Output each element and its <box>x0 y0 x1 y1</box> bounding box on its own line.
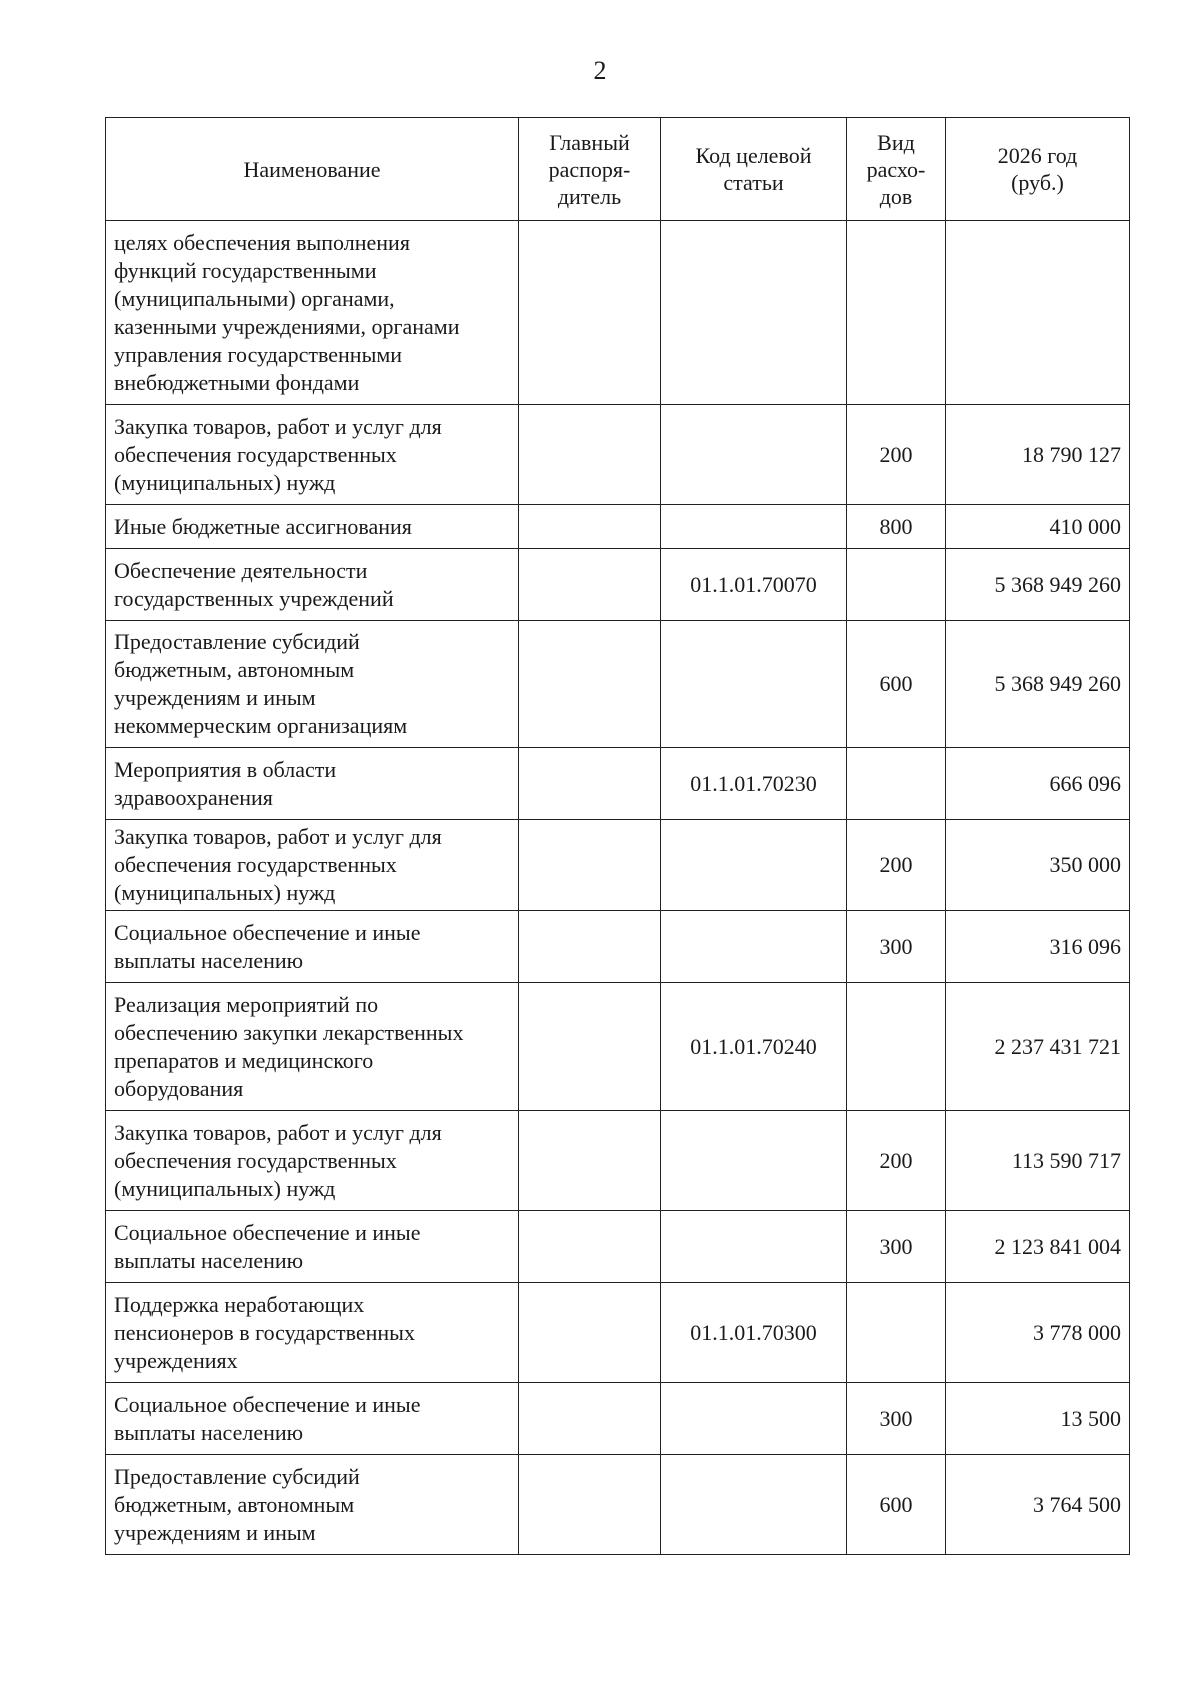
cell-target-code <box>661 1211 847 1283</box>
cell-main-manager <box>519 748 661 820</box>
cell-target-code: 01.1.01.70230 <box>661 748 847 820</box>
cell-main-manager <box>519 1455 661 1555</box>
cell-target-code <box>661 505 847 549</box>
cell-name <box>106 820 519 911</box>
cell-name-line: (муниципальными) органами, <box>114 285 395 311</box>
cell-target-code <box>661 911 847 983</box>
cell-amount: 113 590 717 <box>946 1111 1130 1211</box>
cell-name-line: некоммерческим организациям <box>114 713 408 738</box>
header-line: дитель <box>557 183 622 209</box>
cell-expense-type: 300 <box>847 1211 946 1283</box>
cell-name <box>106 1283 519 1383</box>
cell-main-manager <box>519 983 661 1111</box>
cell-amount: 5 368 949 260 <box>946 621 1130 748</box>
header-line: Код целевой <box>695 143 812 168</box>
cell-name <box>106 405 519 505</box>
table-row <box>106 1383 1130 1455</box>
cell-target-code <box>661 1111 847 1211</box>
cell-name-line: пенсионеров в государственных <box>114 1319 415 1345</box>
cell-amount <box>946 221 1130 405</box>
cell-expense-type <box>847 549 946 621</box>
cell-name-line: оборудования <box>114 1075 244 1101</box>
header-amount-2026 <box>946 118 1130 221</box>
cell-amount: 316 096 <box>946 911 1130 983</box>
table-row <box>106 405 1130 505</box>
cell-name-line: бюджетным, автономным <box>114 657 355 682</box>
budget-table <box>105 117 1130 1555</box>
cell-name-line: Обеспечение деятельности <box>114 557 368 583</box>
table-row <box>106 748 1130 820</box>
cell-name-line: (муниципальных) нужд <box>114 469 336 495</box>
cell-name-line: Предоставление субсидий <box>114 1463 360 1489</box>
header-main-manager <box>519 118 661 221</box>
cell-name-line: обеспечения государственных <box>114 852 397 877</box>
header-line: дов <box>879 183 913 209</box>
cell-amount: 666 096 <box>946 748 1130 820</box>
table-row <box>106 549 1130 621</box>
cell-target-code <box>661 221 847 405</box>
cell-amount: 3 764 500 <box>946 1455 1130 1555</box>
cell-amount: 2 237 431 721 <box>946 983 1130 1111</box>
cell-name-line: государственных учреждений <box>114 585 394 611</box>
header-line: расхо- <box>866 156 926 182</box>
table-header-row <box>106 118 1130 221</box>
header-line: 2026 год <box>997 143 1078 168</box>
table-row <box>106 1283 1130 1383</box>
cell-expense-type: 200 <box>847 1111 946 1211</box>
cell-name-line: учреждениям и иным <box>114 1519 316 1545</box>
cell-name-line: учреждениях <box>114 1347 238 1373</box>
table-row <box>106 221 1130 405</box>
cell-target-code: 01.1.01.70240 <box>661 983 847 1111</box>
page-number: 2 <box>593 56 607 85</box>
cell-target-code <box>661 1383 847 1455</box>
cell-target-code <box>661 621 847 748</box>
cell-amount: 350 000 <box>946 820 1130 911</box>
cell-name <box>106 1111 519 1211</box>
header-line: статьи <box>723 170 784 195</box>
cell-target-code: 01.1.01.70070 <box>661 549 847 621</box>
cell-name-line: выплаты населению <box>114 947 304 973</box>
cell-name <box>106 221 519 405</box>
cell-main-manager <box>519 405 661 505</box>
cell-amount: 13 500 <box>946 1383 1130 1455</box>
table-row <box>106 983 1130 1111</box>
header-line: (руб.) <box>1011 170 1064 195</box>
cell-name-line: обеспечению закупки лекарственных <box>114 1019 464 1045</box>
cell-name-line: препаратов и медицинского <box>114 1047 374 1073</box>
header-expense-type <box>847 118 946 221</box>
cell-name-line: (муниципальных) нужд <box>114 880 336 905</box>
cell-expense-type: 300 <box>847 1383 946 1455</box>
cell-main-manager <box>519 549 661 621</box>
cell-name-line: функций государственными <box>114 257 377 283</box>
cell-expense-type: 300 <box>847 911 946 983</box>
table-row <box>106 505 1130 549</box>
cell-name-line: целях обеспечения выполнения <box>114 229 410 255</box>
cell-name-line: Иные бюджетные ассигнования <box>114 513 412 539</box>
header-name: Наименование <box>106 118 519 221</box>
cell-expense-type <box>847 983 946 1111</box>
cell-name-line: внебюджетными фондами <box>114 369 360 395</box>
cell-name-line: Закупка товаров, работ и услуг для <box>114 824 442 849</box>
cell-main-manager <box>519 820 661 911</box>
cell-expense-type: 200 <box>847 405 946 505</box>
cell-name-line: Закупка товаров, работ и услуг для <box>114 413 442 439</box>
cell-name-line: управления государственными <box>114 341 403 367</box>
cell-expense-type <box>847 748 946 820</box>
cell-name-line: Реализация мероприятий по <box>114 991 379 1017</box>
cell-expense-type: 600 <box>847 1455 946 1555</box>
cell-name-line: обеспечения государственных <box>114 1147 397 1173</box>
cell-name <box>106 505 519 549</box>
table-row <box>106 820 1130 911</box>
cell-target-code <box>661 405 847 505</box>
cell-target-code <box>661 820 847 911</box>
table-row <box>106 1211 1130 1283</box>
cell-name <box>106 549 519 621</box>
cell-name-line: Предоставление субсидий <box>114 629 360 654</box>
cell-main-manager <box>519 621 661 748</box>
cell-main-manager <box>519 1211 661 1283</box>
cell-main-manager <box>519 505 661 549</box>
cell-name-line: Закупка товаров, работ и услуг для <box>114 1119 442 1145</box>
cell-expense-type <box>847 1283 946 1383</box>
cell-name <box>106 748 519 820</box>
cell-expense-type: 200 <box>847 820 946 911</box>
table-row <box>106 1455 1130 1555</box>
cell-target-code <box>661 1455 847 1555</box>
cell-name-line: выплаты населению <box>114 1247 304 1273</box>
cell-name-line: выплаты населению <box>114 1419 304 1445</box>
cell-main-manager <box>519 1111 661 1211</box>
cell-name <box>106 983 519 1111</box>
cell-name <box>106 1455 519 1555</box>
header-line: Вид <box>877 129 915 155</box>
header-line: распоря- <box>548 156 631 182</box>
cell-expense-type: 800 <box>847 505 946 549</box>
table-row <box>106 911 1130 983</box>
header-target-code <box>661 118 847 221</box>
cell-name <box>106 621 519 748</box>
cell-name-line: казенными учреждениями, органами <box>114 313 460 339</box>
cell-name <box>106 1383 519 1455</box>
cell-main-manager <box>519 1283 661 1383</box>
cell-name <box>106 1211 519 1283</box>
cell-name-line: бюджетным, автономным <box>114 1491 355 1517</box>
cell-main-manager <box>519 1383 661 1455</box>
cell-name-line: (муниципальных) нужд <box>114 1175 336 1201</box>
cell-target-code: 01.1.01.70300 <box>661 1283 847 1383</box>
table-row <box>106 621 1130 748</box>
cell-expense-type: 600 <box>847 621 946 748</box>
cell-name-line: Поддержка неработающих <box>114 1291 365 1317</box>
cell-amount: 18 790 127 <box>946 405 1130 505</box>
cell-name-line: здравоохранения <box>114 784 273 810</box>
cell-main-manager <box>519 911 661 983</box>
header-line: Главный <box>549 129 630 155</box>
table-row <box>106 1111 1130 1211</box>
cell-name-line: Мероприятия в области <box>114 756 337 782</box>
cell-name-line: Социальное обеспечение и иные <box>114 1391 421 1417</box>
cell-amount: 410 000 <box>946 505 1130 549</box>
cell-name-line: Социальное обеспечение и иные <box>114 919 421 945</box>
cell-main-manager <box>519 221 661 405</box>
cell-expense-type <box>847 221 946 405</box>
table-body <box>106 221 1130 1555</box>
cell-name <box>106 911 519 983</box>
cell-amount: 3 778 000 <box>946 1283 1130 1383</box>
cell-name-line: Социальное обеспечение и иные <box>114 1219 421 1245</box>
cell-name-line: учреждениям и иным <box>114 685 316 710</box>
cell-name-line: обеспечения государственных <box>114 441 397 467</box>
cell-amount: 2 123 841 004 <box>946 1211 1130 1283</box>
cell-amount: 5 368 949 260 <box>946 549 1130 621</box>
